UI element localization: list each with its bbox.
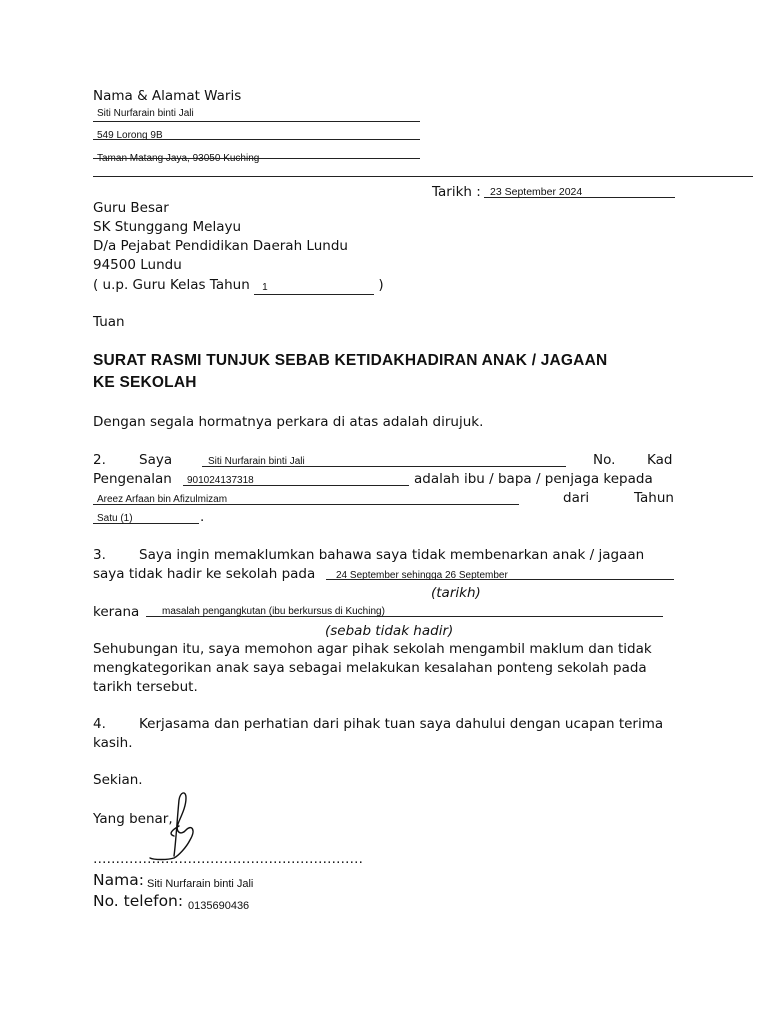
para2-relation: adalah ibu / bapa / penjaga kepada <box>414 471 653 487</box>
name-label: Nama: <box>93 871 144 889</box>
attention-suffix: ) <box>378 277 384 293</box>
para2-period: . <box>200 509 205 525</box>
para2-ic-line <box>183 485 409 486</box>
attention-line <box>93 276 384 297</box>
attention-prefix: ( u.p. Guru Kelas Tahun <box>93 277 250 293</box>
closing-sekian: Sekian. <box>93 772 143 788</box>
header-divider <box>93 176 753 177</box>
para3-dates-line <box>326 579 674 580</box>
para4-line2: kasih. <box>93 735 133 751</box>
para3-kerana: kerana <box>93 604 140 620</box>
date-line <box>484 197 675 198</box>
signature-dots: …………………………………………………… <box>93 851 363 867</box>
subject-line1: SURAT RASMI TUNJUK SEBAB KETIDAKHADIRAN ANAK / JAGAAN <box>93 352 608 369</box>
guardian-address-line2: Taman Matang Jaya, 93050 Kuching <box>97 153 260 164</box>
para2-child-line <box>93 504 519 505</box>
guardian-name: Siti Nurfarain binti Jali <box>97 108 194 119</box>
para2-pengenalan: Pengenalan <box>93 471 172 487</box>
para2-class: Satu (1) <box>97 513 133 524</box>
address1-line <box>93 139 420 140</box>
date-value: 23 September 2024 <box>490 186 583 198</box>
guardian-name-line <box>93 121 420 122</box>
recipient-school: SK Stunggang Melayu <box>93 219 242 235</box>
para3-number: 3. <box>93 547 106 563</box>
class-year-field <box>254 274 374 295</box>
name-value: Siti Nurfarain binti Jali <box>147 878 254 890</box>
para3-dates: 24 September sehingga 26 September <box>336 570 508 581</box>
para2-ic: 901024137318 <box>187 475 254 486</box>
para3-line1: Saya ingin memaklumkan bahawa saya tidak membenarkan anak / jagaan <box>139 547 645 563</box>
closing-yang-benar: Yang benar, <box>93 811 173 827</box>
para2-name: Siti Nurfarain binti Jali <box>208 456 305 467</box>
salutation: Tuan <box>93 314 125 330</box>
guardian-label: Nama & Alamat Waris <box>93 88 242 104</box>
recipient-title: Guru Besar <box>93 200 169 216</box>
para2-no: No. <box>593 452 616 468</box>
para3-cont1: Sehubungan itu, saya memohon agar pihak sekolah mengambil maklum dan tidak <box>93 641 652 657</box>
para3-reason-line <box>146 616 663 617</box>
address2-line <box>93 158 420 159</box>
para2-child: Areez Arfaan bin Afizulmizam <box>97 494 228 505</box>
subject-line2: KE SEKOLAH <box>93 374 197 391</box>
para2-saya: Saya <box>139 452 173 468</box>
para4-number: 4. <box>93 716 106 732</box>
para3-cont3: tarikh tersebut. <box>93 679 198 695</box>
recipient-office: D/a Pejabat Pendidikan Daerah Lundu <box>93 238 348 254</box>
para3-reason: masalah pengangkutan (ibu berkursus di Kuching) <box>162 606 385 617</box>
para2-dari: dari <box>563 490 590 506</box>
para3-cont2: mengkategorikan anak saya sebagai melakukan kesalahan ponteng sekolah pada <box>93 660 647 676</box>
para2-name-line <box>202 466 566 467</box>
guardian-address-line1: 549 Lorong 9B <box>97 130 163 141</box>
para2-class-line <box>93 523 199 524</box>
phone-label: No. telefon: <box>93 892 184 910</box>
para2-tahun: Tahun <box>634 490 674 506</box>
recipient-postcode: 94500 Lundu <box>93 257 182 273</box>
class-year-value: 1 <box>262 282 268 293</box>
para4-line1: Kerjasama dan perhatian dari pihak tuan saya dahului dengan ucapan terima <box>139 716 664 732</box>
date-label: Tarikh : <box>432 184 481 200</box>
intro-text: Dengan segala hormatnya perkara di atas adalah dirujuk. <box>93 414 484 430</box>
para3-line2: saya tidak hadir ke sekolah pada <box>93 566 316 582</box>
para3-reason-caption: (sebab tidak hadir) <box>325 623 454 639</box>
para2-kad: Kad <box>647 452 673 468</box>
phone-value: 0135690436 <box>188 900 250 912</box>
para2-number: 2. <box>93 452 106 468</box>
para3-dates-caption: (tarikh) <box>431 585 481 601</box>
